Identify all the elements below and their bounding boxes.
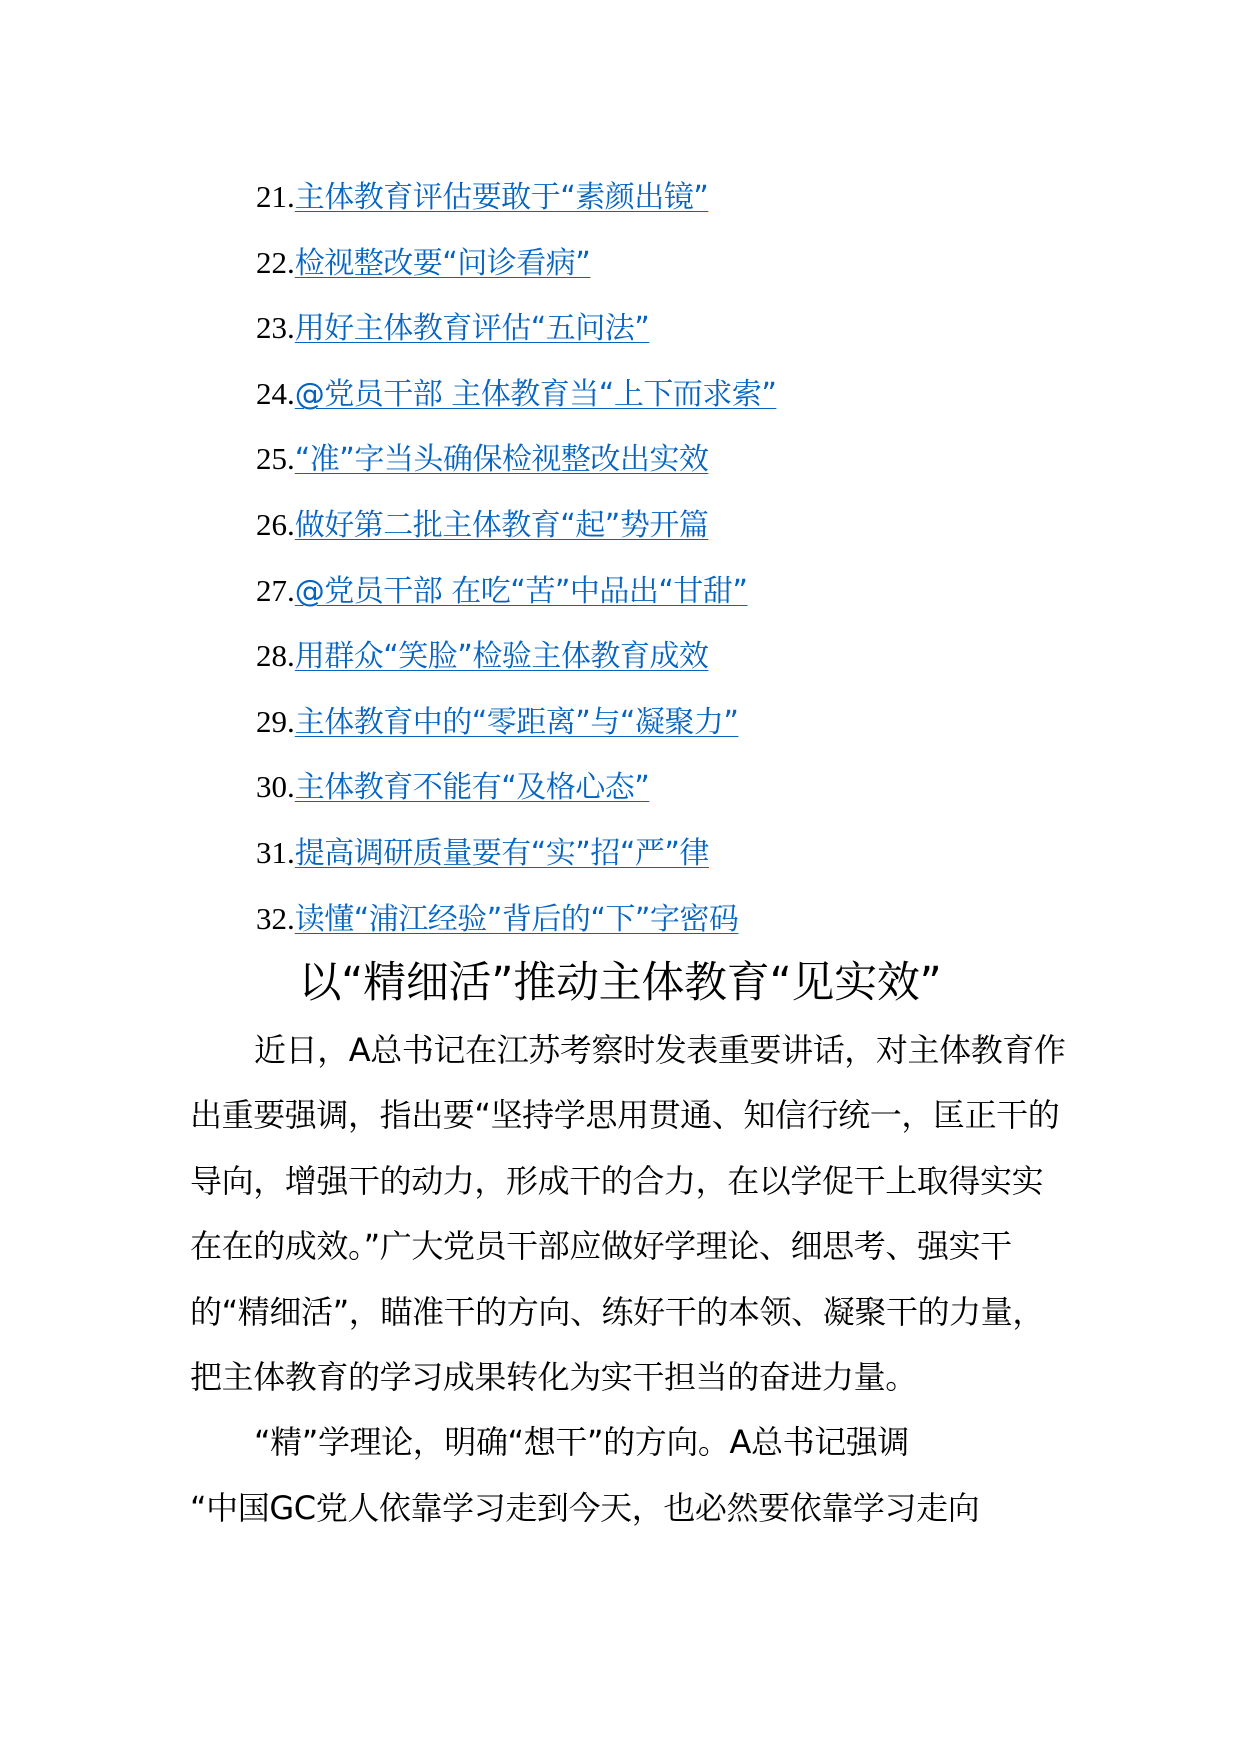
toc-item-number: 29. [256,703,295,739]
paragraph: 近日，A总书记在江苏考察时发表重要讲话，对主体教育作出重要强调，指出要“坚持学思用贯通、知信行统一，匡正干的导向，增强干的动力，形成干的合力，在以学促干上取得实实在在的成效。”广大党员干部应做好学理论、细思考、强实干的“精细活”，瞄准干的方向、练好干的本领、凝聚干的力量，把主体教育的学习成果转化为实干担当的奋进力量。 [190,1031,1066,1397]
paragraph: “精”学理论，明确“想干”的方向。A总书记强调 [254,1423,910,1462]
toc-item-number: 31. [256,834,295,870]
toc-item-link[interactable]: 检视整改要“问诊看病” [294,245,591,281]
toc-item-number: 32. [256,900,295,936]
toc-item[interactable] [256,434,776,500]
toc-item-number: 21. [256,179,295,214]
toc-item-link[interactable]: “准”字当头确保检视整改出实效 [294,442,709,478]
toc-item[interactable] [256,762,776,828]
toc-item-link[interactable]: 做好第二批主体教育“起”势开篇 [294,507,709,543]
toc-item[interactable] [256,894,776,960]
toc-item-link[interactable]: @党员干部 在吃“苦”中品出“甘甜” [294,573,748,609]
article-title: 以“精细活”推动主体教育“见实效” [298,958,942,1008]
toc-item-number: 28. [256,638,295,674]
toc-item-number: 23. [256,310,295,346]
toc-item-link[interactable]: 提高调研质量要有“实”招“严”律 [294,835,709,871]
toc-item-link[interactable]: 读懂“浦江经验”背后的“下”字密码 [294,901,739,937]
toc-item-link[interactable]: 主体教育不能有“及格心态” [294,770,650,806]
toc-item-number: 22. [256,244,295,280]
toc-item-link[interactable]: @党员干部 主体教育当“上下而求索” [294,376,777,412]
toc-item-number: 30. [256,769,295,805]
toc-item-link[interactable]: 主体教育评估要敢于“素颜出镜” [294,180,709,215]
toc-item[interactable] [256,828,776,894]
paragraph: “中国GC党人依靠学习走到今天，也必然要依靠学习走向 [190,1488,980,1527]
toc-item[interactable] [256,697,776,763]
toc-item[interactable] [256,303,776,369]
toc-item-number: 24. [256,375,295,411]
toc-item[interactable] [256,172,776,238]
toc-item-link[interactable]: 用群众“笑脸”检验主体教育成效 [294,639,709,675]
toc-item-number: 26. [256,506,295,542]
toc-item[interactable] [256,631,776,697]
toc-item-link[interactable]: 用好主体教育评估“五问法” [294,311,650,347]
table-of-contents [256,172,776,959]
toc-item-number: 27. [256,572,295,608]
toc-item[interactable] [256,566,776,632]
toc-item-link[interactable]: 主体教育中的“零距离”与“凝聚力” [294,704,739,740]
toc-item-number: 25. [256,441,295,477]
article-body [190,1018,1070,1541]
toc-item[interactable] [256,369,776,435]
toc-item[interactable] [256,500,776,566]
toc-item[interactable] [256,238,776,304]
